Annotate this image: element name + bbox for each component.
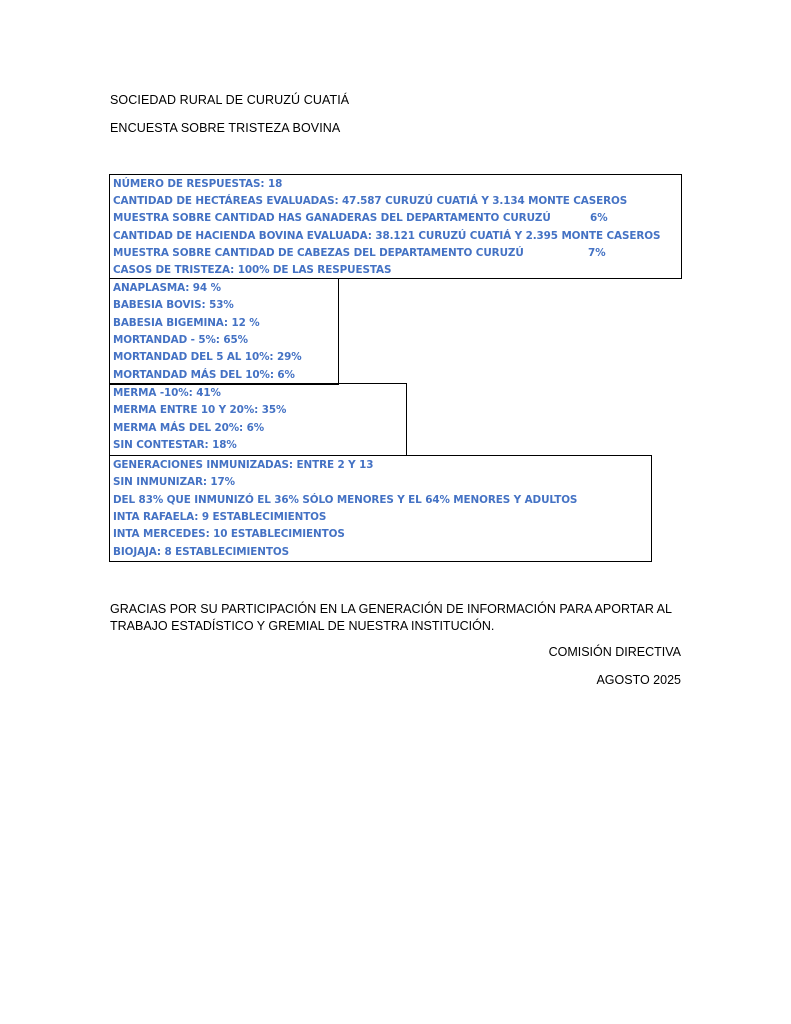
document-date: AGOSTO 2025 [596,673,681,687]
immunized-breakdown: DEL 83% QUE INMUNIZÓ EL 36% SÓLO MENORES Y EL 64% MENORES Y ADULTOS [113,494,578,506]
merma-high-stat: MERMA MÁS DEL 20%: 6% [113,422,265,434]
responses-count: NÚMERO DE RESPUESTAS: 18 [113,178,283,190]
signature: COMISIÓN DIRECTIVA [548,645,681,659]
cattle-evaluated: CANTIDAD DE HACIENDA BOVINA EVALUADA: 38.121 CURUZÚ CUATIÁ Y 2.395 MONTE CASEROS [113,230,661,242]
hectares-evaluated: CANTIDAD DE HECTÁREAS EVALUADAS: 47.587 CURUZÚ CUATIÁ Y 3.134 MONTE CASEROS [113,195,628,207]
biojaja: BIOJAJA: 8 ESTABLECIMIENTOS [113,546,289,558]
mortality-low-stat: MORTANDAD - 5%: 65% [113,334,248,346]
mortality-high-stat: MORTANDAD MÁS DEL 10%: 6% [113,369,295,381]
merma-low-stat: MERMA -10%: 41% [113,387,221,399]
merma-box [109,383,407,456]
hectares-sample-pct: 6% [590,212,608,224]
sadness-cases: CASOS DE TRISTEZA: 100% DE LAS RESPUESTAS [113,264,392,276]
inta-mercedes: INTA MERCEDES: 10 ESTABLECIMIENTOS [113,528,345,540]
no-answer-stat: SIN CONTESTAR: 18% [113,439,237,451]
inta-rafaela: INTA RAFAELA: 9 ESTABLECIMIENTOS [113,511,327,523]
generations-immunized: GENERACIONES INMUNIZADAS: ENTRE 2 Y 13 [113,459,374,471]
survey-title: ENCUESTA SOBRE TRISTEZA BOVINA [110,121,341,135]
organization-name: SOCIEDAD RURAL DE CURUZÚ CUATIÁ [110,93,350,107]
cattle-sample-pct: 7% [588,247,606,259]
disease-box [109,278,339,385]
general-info-box [109,174,682,279]
hectares-sample: MUESTRA SOBRE CANTIDAD HAS GANADERAS DEL DEPARTAMENTO CURUZÚ [113,212,551,224]
babesia-bigemina-stat: BABESIA BIGEMINA: 12 % [113,317,260,329]
babesia-bovis-stat: BABESIA BOVIS: 53% [113,299,234,311]
thanks-paragraph: GRACIAS POR SU PARTICIPACIÓN EN LA GENERACIÓN DE INFORMACIÓN PARA APORTAR AL TRABAJO ESTADÍSTICO Y GREMIAL DE NUESTRA INSTITUCIÓN. [110,602,672,633]
not-immunized: SIN INMUNIZAR: 17% [113,476,235,488]
merma-mid-stat: MERMA ENTRE 10 Y 20%: 35% [113,404,287,416]
mortality-mid-stat: MORTANDAD DEL 5 AL 10%: 29% [113,351,302,363]
cattle-sample: MUESTRA SOBRE CANTIDAD DE CABEZAS DEL DEPARTAMENTO CURUZÚ [113,247,524,259]
anaplasma-stat: ANAPLASMA: 94 % [113,282,221,294]
immunization-box [109,455,652,562]
